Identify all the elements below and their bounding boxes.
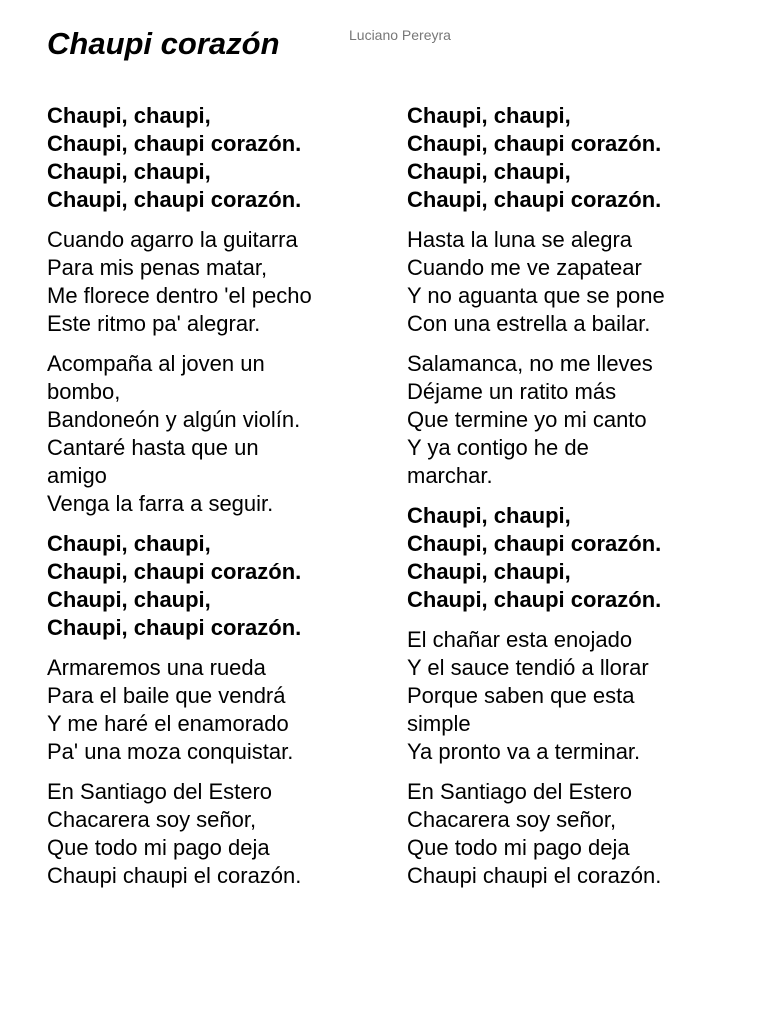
lyric-line: Que termine yo mi canto <box>407 407 647 432</box>
lyric-line: bombo, <box>47 379 121 404</box>
lyric-line: Chaupi, chaupi corazón. <box>47 559 302 584</box>
lyric-line: Chaupi, chaupi corazón. <box>407 531 662 556</box>
lyric-line: Chaupi, chaupi, <box>47 103 211 128</box>
author-name: Luciano Pereyra <box>349 27 451 43</box>
lyric-line: Y no aguanta que se pone <box>407 283 665 308</box>
lyric-line: Pa' una moza conquistar. <box>47 739 294 764</box>
lyric-line: Déjame un ratito más <box>407 379 617 404</box>
lyric-line: Chaupi, chaupi corazón. <box>47 131 302 156</box>
lyric-line: Chacarera soy señor, <box>47 807 257 832</box>
lyric-line: Para mis penas matar, <box>47 255 268 280</box>
lyric-line: Chacarera soy señor, <box>407 807 617 832</box>
lyric-line: Este ritmo pa' alegrar. <box>47 311 261 336</box>
lyric-line: Salamanca, no me lleves <box>407 351 653 376</box>
verse-stanza <box>407 350 727 490</box>
lyric-line: Chaupi, chaupi, <box>407 503 571 528</box>
lyric-line: marchar. <box>407 463 493 488</box>
chorus-stanza <box>47 102 377 214</box>
lyric-line: Que todo mi pago deja <box>47 835 270 860</box>
lyric-line: Chaupi, chaupi, <box>407 559 571 584</box>
lyric-line: Chaupi, chaupi corazón. <box>407 587 662 612</box>
lyric-line: Venga la farra a seguir. <box>47 491 274 516</box>
lyric-line: Chaupi, chaupi corazón. <box>407 131 662 156</box>
lyric-line: El chañar esta enojado <box>407 627 633 652</box>
lyric-line: Chaupi, chaupi corazón. <box>47 187 302 212</box>
lyric-line: Chaupi, chaupi, <box>47 159 211 184</box>
verse-stanza <box>47 778 377 890</box>
song-title: Chaupi corazón <box>47 26 280 61</box>
lyric-line: Con una estrella a bailar. <box>407 311 651 336</box>
chorus-stanza <box>407 102 727 214</box>
lyric-line: Acompaña al joven un <box>47 351 265 376</box>
verse-stanza <box>407 778 727 890</box>
lyric-line: Y el sauce tendió a llorar <box>407 655 649 680</box>
lyric-line: Que todo mi pago deja <box>407 835 630 860</box>
lyric-line: simple <box>407 711 471 736</box>
lyric-line: En Santiago del Estero <box>407 779 633 804</box>
lyric-line: Ya pronto va a terminar. <box>407 739 641 764</box>
lyric-line: Porque saben que esta <box>407 683 635 708</box>
lyric-line: Armaremos una rueda <box>47 655 266 680</box>
lyric-line: Chaupi, chaupi, <box>47 531 211 556</box>
lyric-line: Chaupi chaupi el corazón. <box>47 863 302 888</box>
lyric-line: Chaupi chaupi el corazón. <box>407 863 662 888</box>
lyric-line: Me florece dentro 'el pecho <box>47 283 312 308</box>
verse-stanza <box>47 350 377 518</box>
lyric-line: Y ya contigo he de <box>407 435 589 460</box>
lyric-line: Bandoneón y algún violín. <box>47 407 301 432</box>
lyric-line: Hasta la luna se alegra <box>407 227 633 252</box>
verse-stanza <box>47 226 377 338</box>
lyric-line: Chaupi, chaupi, <box>407 159 571 184</box>
lyric-line: Chaupi, chaupi corazón. <box>47 615 302 640</box>
lyric-line: amigo <box>47 463 107 488</box>
chorus-stanza <box>407 502 727 614</box>
lyric-line: Para el baile que vendrá <box>47 683 286 708</box>
lyrics-column-right <box>407 102 727 902</box>
verse-stanza <box>407 626 727 766</box>
lyric-line: Chaupi, chaupi, <box>47 587 211 612</box>
lyric-line: Chaupi, chaupi corazón. <box>407 187 662 212</box>
lyric-line: Cuando agarro la guitarra <box>47 227 298 252</box>
verse-stanza <box>47 654 377 766</box>
lyric-line: Chaupi, chaupi, <box>407 103 571 128</box>
chorus-stanza <box>47 530 377 642</box>
lyric-line: Cantaré hasta que un <box>47 435 259 460</box>
lyric-line: Y me haré el enamorado <box>47 711 289 736</box>
lyric-line: Cuando me ve zapatear <box>407 255 642 280</box>
lyrics-column-left <box>47 102 377 902</box>
lyric-line: En Santiago del Estero <box>47 779 273 804</box>
verse-stanza <box>407 226 727 338</box>
